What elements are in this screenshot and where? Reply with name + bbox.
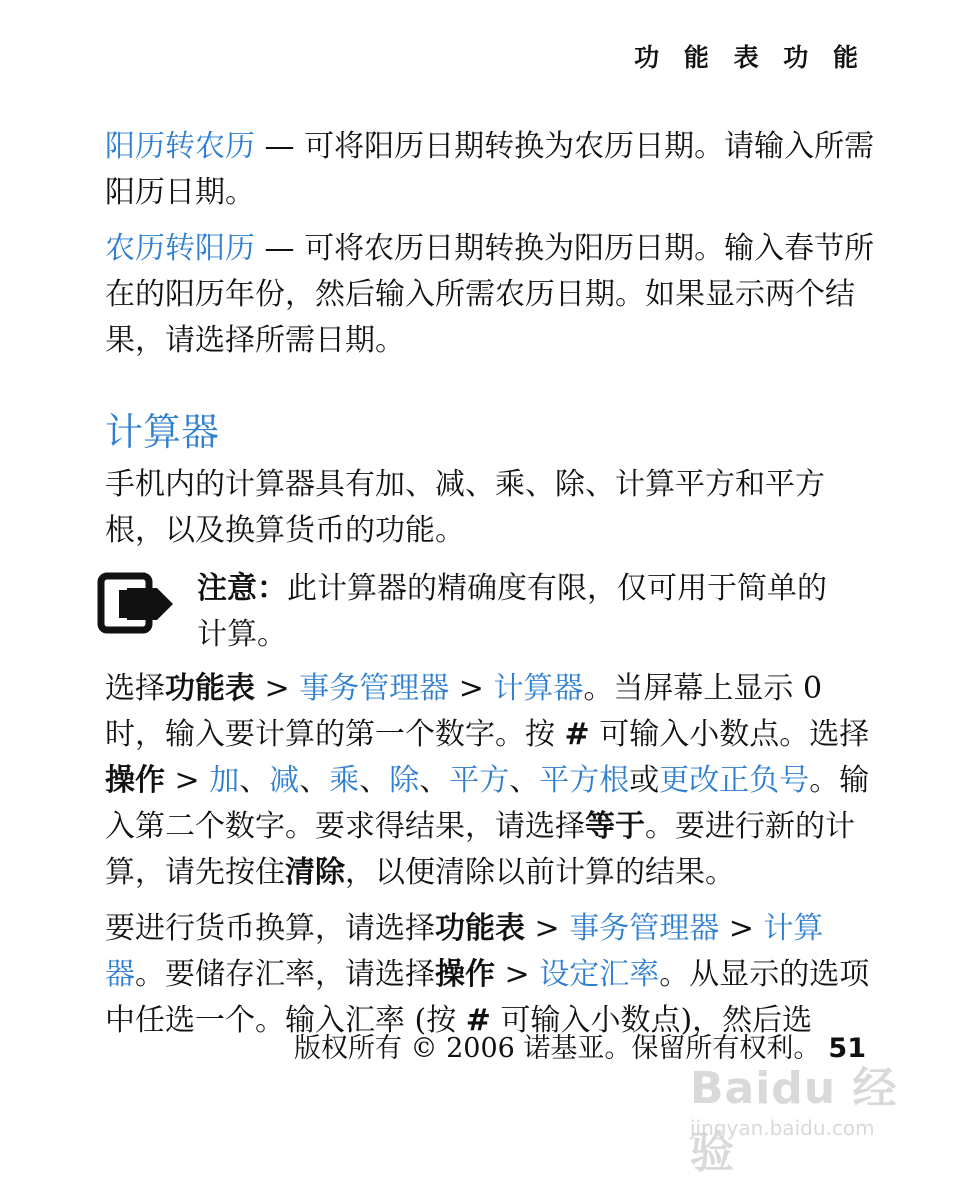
section-intro: 手机内的计算器具有加、减、乘、除、计算平方和平方根，以及换算货币的功能。 <box>105 467 825 548</box>
menu-term-calculator: 计算器 <box>105 911 824 992</box>
term-lunar-to-solar: 农历转阳历 <box>105 231 255 266</box>
key-hash: # <box>465 1003 491 1038</box>
page-content <box>105 124 877 1044</box>
option-multiply: 乘 <box>329 763 360 798</box>
path-separator: > <box>495 957 540 992</box>
menu-term-organizer: 事务管理器 <box>569 911 720 946</box>
comma: 、 <box>299 763 330 798</box>
term-solar-to-lunar: 阳历转农历 <box>105 129 255 164</box>
menu-term-organizer: 事务管理器 <box>299 671 450 706</box>
watermark-brand: Baidu 经验 <box>690 1063 898 1178</box>
path-separator: > <box>525 911 570 946</box>
text-run: 或 <box>629 763 660 798</box>
key-hash: # <box>564 717 590 752</box>
menu-term-calculator: 计算器 <box>493 671 584 706</box>
comma: 、 <box>509 763 540 798</box>
currency-instructions <box>105 906 877 1044</box>
comma: 、 <box>359 763 390 798</box>
text-run: 。要储存汇率，请选择 <box>135 957 435 992</box>
option-add: 加 <box>209 763 240 798</box>
text-run: 要进行货币换算，请选择 <box>105 911 435 946</box>
text-run: 。当屏幕上显示 0 时，输入要计算的第一个数字。按 <box>105 671 823 752</box>
copyright-notice: 版权所有 © 2006 诺基亚。保留所有权利。 <box>293 1033 821 1064</box>
note-body: 此计算器的精确度有限，仅可用于简单的计算。 <box>197 571 827 652</box>
comma: 、 <box>239 763 270 798</box>
menu-term-equals: 等于 <box>585 809 645 844</box>
note-icon <box>97 572 175 634</box>
text-run: 。要进行新的计算，请先按住 <box>105 809 855 890</box>
text-run: ，以便清除以前计算的结果。 <box>345 855 735 890</box>
paragraph-solar-to-lunar <box>105 124 877 216</box>
path-separator: > <box>449 671 494 706</box>
option-set-exchange-rate: 设定汇率 <box>539 957 660 992</box>
page-number: 51 <box>828 1033 866 1064</box>
option-square: 平方 <box>449 763 510 798</box>
option-divide: 除 <box>389 763 420 798</box>
text-run: 。从显示的选项中任选一个。输入汇率 (按 <box>105 957 870 1038</box>
path-separator: > <box>165 763 210 798</box>
option-change-sign: 更改正负号 <box>659 763 810 798</box>
text-run: 可输入小数点。选择 <box>589 717 870 752</box>
text-run: 。输入第二个数字。要求得结果，请选择 <box>105 763 870 844</box>
option-square-root: 平方根 <box>539 763 630 798</box>
comma: 、 <box>419 763 450 798</box>
menu-term-functions: 功能表 <box>435 911 525 946</box>
paragraph-text: — 可将农历日期转换为阳历日期。输入春节所在的阳历年份，然后输入所需农历日期。如果显示两个结果，请选择所需日期。 <box>105 231 875 358</box>
running-header: 功 能 表 功 能 <box>634 43 866 72</box>
menu-term-clear: 清除 <box>285 855 345 890</box>
note-box <box>97 566 877 658</box>
text-run: 可输入小数点)，然后选 <box>490 1003 813 1038</box>
paragraph-lunar-to-solar <box>105 226 877 364</box>
baidu-watermark <box>690 1052 920 1178</box>
path-separator: > <box>255 671 300 706</box>
menu-term-options: 操作 <box>105 763 165 798</box>
path-separator: > <box>719 911 764 946</box>
option-subtract: 减 <box>269 763 300 798</box>
calculator-instructions <box>105 666 877 896</box>
menu-term-options: 操作 <box>435 957 495 992</box>
note-label: 注意： <box>197 571 287 606</box>
section-title: 计算器 <box>105 410 220 454</box>
watermark-url: jingyan.baidu.com <box>690 1116 875 1140</box>
menu-term-functions: 功能表 <box>165 671 255 706</box>
note-text <box>197 566 847 658</box>
paragraph-text: — 可将阳历日期转换为农历日期。请输入所需阳历日期。 <box>105 129 875 210</box>
text-run: 选择 <box>105 671 165 706</box>
